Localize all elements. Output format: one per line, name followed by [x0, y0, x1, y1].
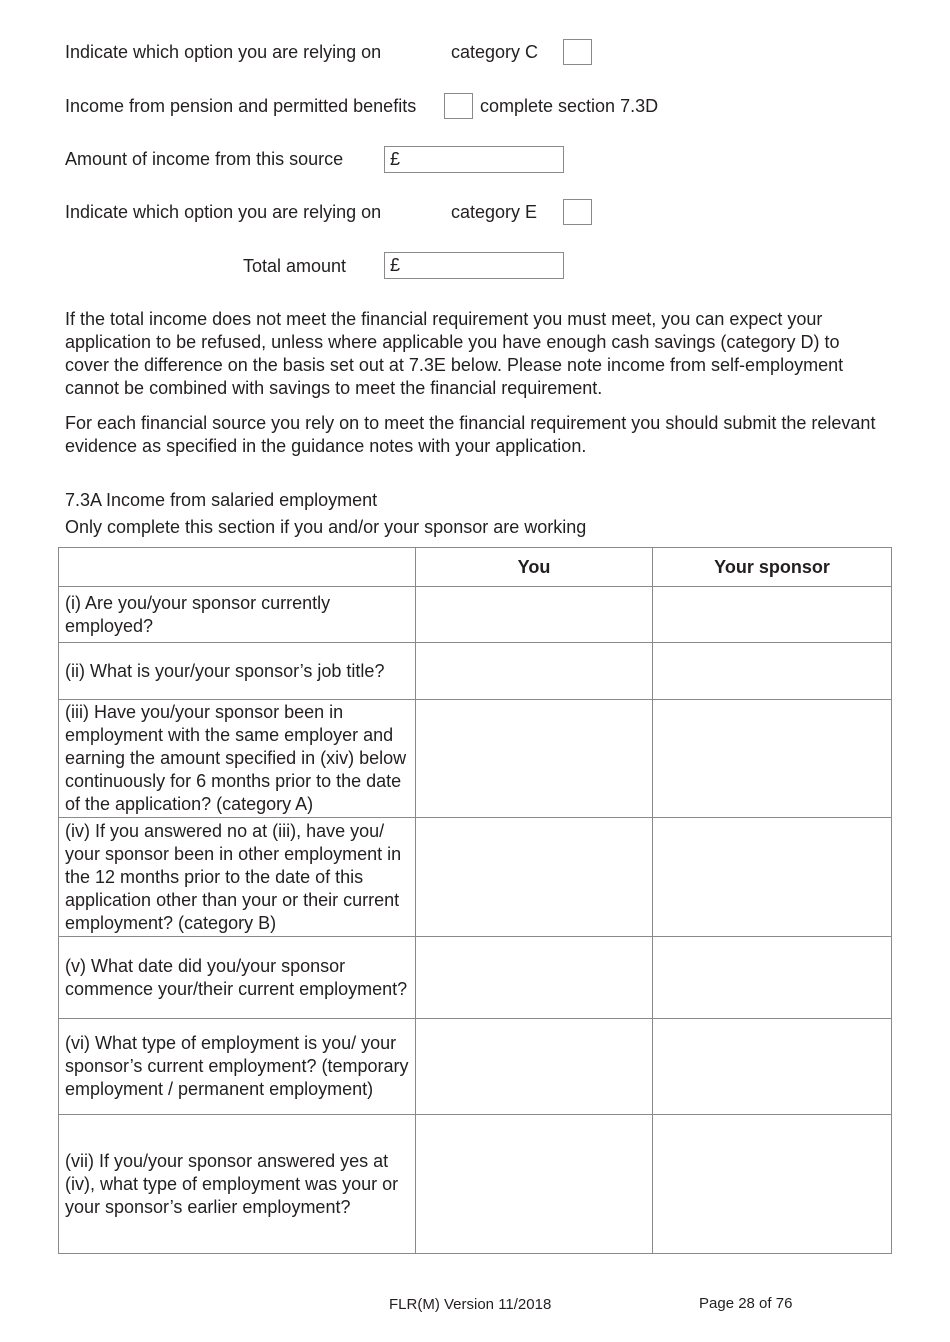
form-version: FLR(M) Version 11/2018 [389, 1296, 552, 1313]
question-cell: (vii) If you/your sponsor answered yes at (iv), what type of employment was your or your sponsor’s earlier employment? [59, 1115, 416, 1254]
question-cell: (i) Are you/your sponsor currently employed? [59, 587, 416, 643]
sponsor-answer-cell[interactable] [653, 1019, 892, 1115]
financial-requirement-paragraph: If the total income does not meet the financial requirement you must meet, you can expect your application to be refused, unless where applicable you have enough cash savings (category D) to cover the difference on the basis set out at 7.3E below. Please note income from self-employment cannot be combined with savings to meet the financial requirement. [65, 309, 844, 398]
table-header-row [59, 548, 892, 587]
you-answer-cell[interactable] [416, 587, 653, 643]
section-title: 7.3A Income from salaried employment [65, 490, 378, 510]
sponsor-answer-cell[interactable] [653, 818, 892, 937]
you-answer-cell[interactable] [416, 643, 653, 700]
pension-income-checkbox[interactable] [444, 93, 473, 119]
evidence-paragraph: For each financial source you rely on to meet the financial requirement you should submit the relevant evidence as specified in the guidance notes with your application. [65, 413, 876, 456]
complete-section-label: complete section 7.3D [480, 96, 659, 116]
currency-symbol: £ [390, 255, 401, 275]
table-row [59, 937, 892, 1019]
currency-symbol: £ [390, 149, 401, 169]
column-header-you: You [416, 548, 653, 587]
sponsor-answer-cell[interactable] [653, 937, 892, 1019]
table-row [59, 1019, 892, 1115]
question-cell: (iii) Have you/your sponsor been in employment with the same employer and earning the amount specified in (xiv) below continuously for 6 months prior to the date of the application? (category A) [59, 700, 416, 818]
you-answer-cell[interactable] [416, 818, 653, 937]
question-cell: (ii) What is your/your sponsor’s job title? [59, 643, 416, 700]
amount-income-label: Amount of income from this source [65, 149, 344, 169]
category-e-label: category E [451, 202, 538, 222]
question-cell: (v) What date did you/your sponsor commence your/their current employment? [59, 937, 416, 1019]
sponsor-answer-cell[interactable] [653, 643, 892, 700]
section-subtitle: Only complete this section if you and/or your sponsor are working [65, 517, 587, 537]
relying-option-label-1: Indicate which option you are relying on [65, 42, 382, 62]
you-answer-cell[interactable] [416, 1019, 653, 1115]
question-cell: (iv) If you answered no at (iii), have you/ your sponsor been in other employment in the 12 months prior to the date of this application other than your or their current employment? (category B) [59, 818, 416, 937]
column-header-question [59, 548, 416, 587]
total-amount-label: Total amount [243, 256, 347, 276]
amount-income-field[interactable] [384, 146, 564, 173]
column-header-sponsor: Your sponsor [653, 548, 892, 587]
pension-income-label: Income from pension and permitted benefits [65, 96, 417, 116]
category-e-checkbox[interactable] [563, 199, 592, 225]
page-number: Page 28 of 76 [699, 1295, 793, 1312]
category-c-label: category C [451, 42, 539, 62]
table-row [59, 587, 892, 643]
you-answer-cell[interactable] [416, 700, 653, 818]
salaried-employment-table [58, 547, 892, 1254]
you-answer-cell[interactable] [416, 937, 653, 1019]
table-row [59, 643, 892, 700]
sponsor-answer-cell[interactable] [653, 587, 892, 643]
category-c-checkbox[interactable] [563, 39, 592, 65]
table-row [59, 1115, 892, 1254]
sponsor-answer-cell[interactable] [653, 700, 892, 818]
table-row [59, 818, 892, 937]
total-amount-field[interactable] [384, 252, 564, 279]
table-row [59, 700, 892, 818]
you-answer-cell[interactable] [416, 1115, 653, 1254]
question-cell: (vi) What type of employment is you/ your sponsor’s current employment? (temporary employment / permanent employment) [59, 1019, 416, 1115]
sponsor-answer-cell[interactable] [653, 1115, 892, 1254]
relying-option-label-2: Indicate which option you are relying on [65, 202, 382, 222]
